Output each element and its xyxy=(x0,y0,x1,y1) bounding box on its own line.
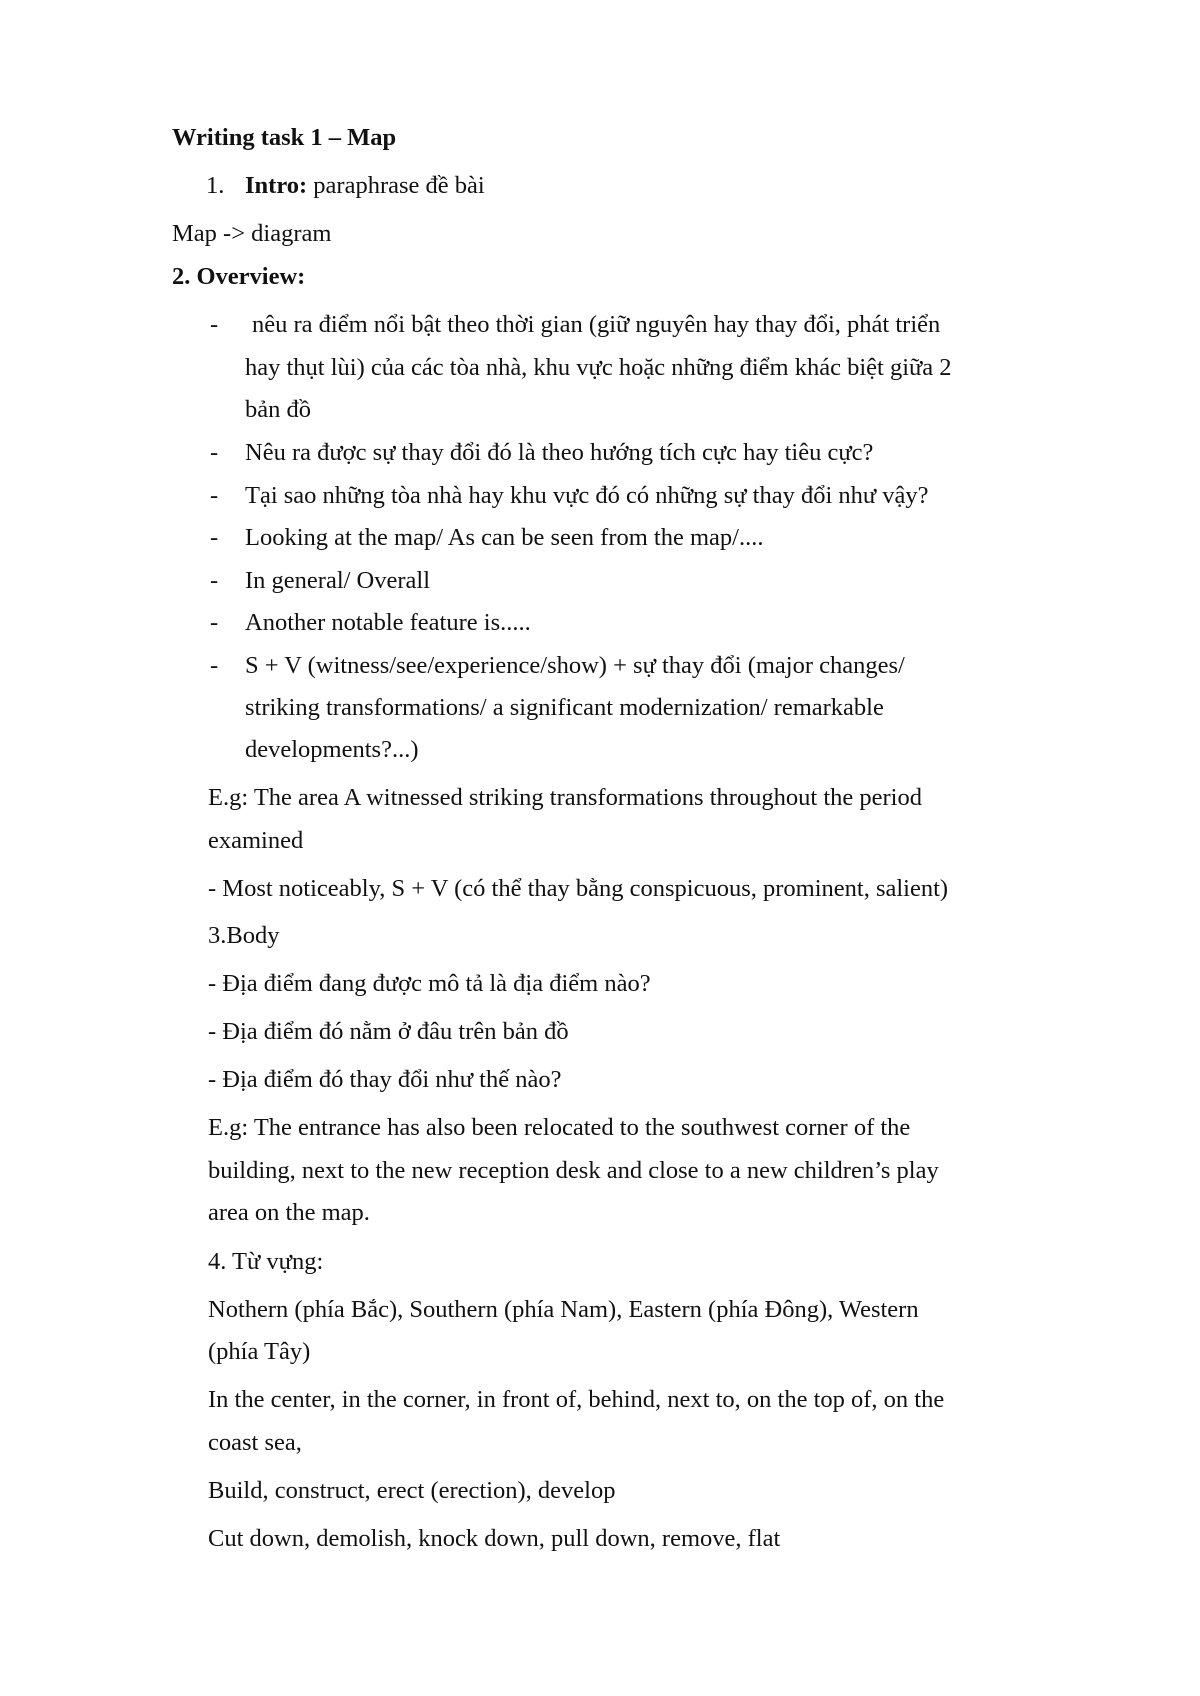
vocab-destroy-line: Cut down, demolish, knock down, pull down, remove, flat xyxy=(208,1525,781,1552)
body-question-1: - Địa điểm đang được mô tả là địa điểm nào? xyxy=(208,970,651,997)
bullet-marker: - xyxy=(210,439,219,466)
bullet-marker: - xyxy=(210,652,219,679)
bullet-5: In general/ Overall xyxy=(245,567,431,594)
vocab-directions-line-2: (phía Tây) xyxy=(208,1338,311,1365)
bullet-7-line-3: developments?...) xyxy=(245,736,419,763)
bullet-2: Nêu ra được sự thay đổi đó là theo hướng tích cực hay tiêu cực? xyxy=(245,439,874,466)
bullet-1-line-2: hay thụt lùi) của các tòa nhà, khu vực hoặc những điểm khác biệt giữa 2 xyxy=(245,354,952,381)
body-example-line-2: building, next to the new reception desk and close to a new children’s play xyxy=(208,1157,939,1184)
vocab-positions-line-1: In the center, in the corner, in front of, behind, next to, on the top of, on the xyxy=(208,1386,945,1413)
bullet-marker: - xyxy=(210,482,219,509)
vocab-positions-line-2: coast sea, xyxy=(208,1429,302,1456)
bullet-marker: - xyxy=(210,609,219,636)
body-example-line-3: area on the map. xyxy=(208,1199,370,1226)
bullet-marker: - xyxy=(210,311,219,338)
bullet-marker: - xyxy=(210,524,219,551)
bullet-4: Looking at the map/ As can be seen from the map/.... xyxy=(245,524,764,551)
bullet-3: Tại sao những tòa nhà hay khu vực đó có những sự thay đổi như vậy? xyxy=(245,482,929,509)
body-question-3: - Địa điểm đó thay đổi như thế nào? xyxy=(208,1066,562,1093)
bullet-marker: - xyxy=(210,567,219,594)
body-question-2: - Địa điểm đó nằm ở đâu trên bản đồ xyxy=(208,1018,569,1045)
intro-label: Intro: xyxy=(245,172,308,199)
bullet-7-line-2: striking transformations/ a significant modernization/ remarkable xyxy=(245,694,884,721)
document-title: Writing task 1 – Map xyxy=(172,124,397,151)
bullet-6: Another notable feature is..... xyxy=(245,609,531,636)
body-example-line-1: E.g: The entrance has also been relocated to the southwest corner of the xyxy=(208,1114,911,1141)
intro-text: paraphrase đề bài xyxy=(313,172,485,199)
overview-heading: 2. Overview: xyxy=(172,263,306,290)
vocab-directions-line-1: Nothern (phía Bắc), Southern (phía Nam), Eastern (phía Đông), Western xyxy=(208,1296,919,1323)
vocab-build-line: Build, construct, erect (erection), develop xyxy=(208,1477,616,1504)
bullet-1-line-1: nêu ra điểm nổi bật theo thời gian (giữ nguyên hay thay đổi, phát triển xyxy=(252,311,941,338)
noticeably-line: - Most noticeably, S + V (có thể thay bằng conspicuous, prominent, salient) xyxy=(208,875,949,902)
vocab-heading: 4. Từ vựng: xyxy=(208,1248,324,1275)
overview-example-line-1: E.g: The area A witnessed striking transformations throughout the period xyxy=(208,784,922,811)
intro-line xyxy=(245,174,485,199)
bullet-1-line-3: bản đồ xyxy=(245,396,311,423)
body-heading: 3.Body xyxy=(208,922,280,949)
overview-example-line-2: examined xyxy=(208,827,304,854)
bullet-7-line-1: S + V (witness/see/experience/show) + sự thay đổi (major changes/ xyxy=(245,652,905,679)
intro-number: 1. xyxy=(206,172,225,199)
map-line: Map -> diagram xyxy=(172,220,332,247)
